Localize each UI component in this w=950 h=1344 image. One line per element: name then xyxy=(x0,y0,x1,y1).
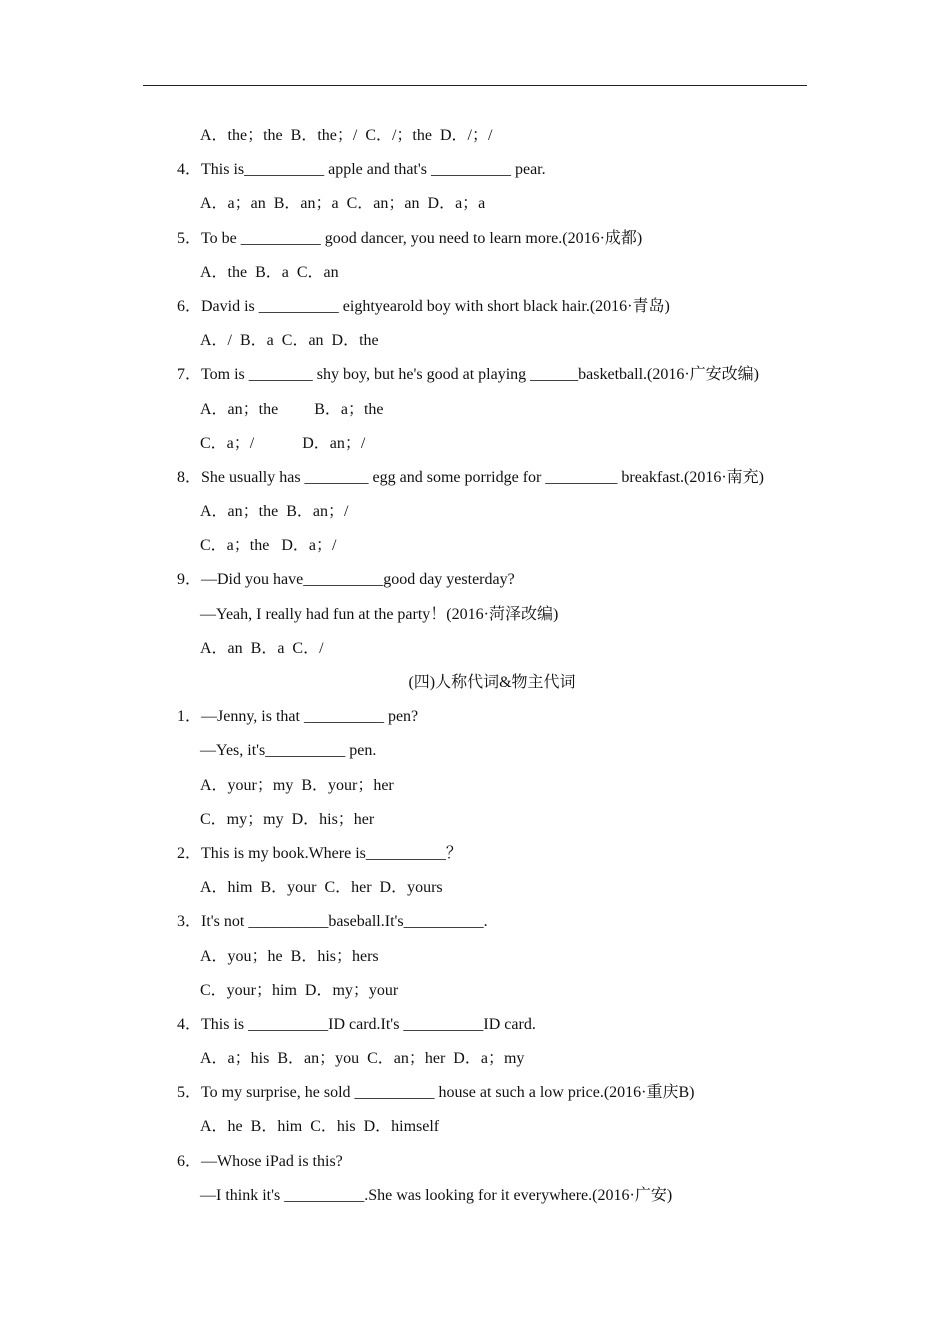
question-text: 9．—Did you have__________good day yesterday? xyxy=(177,571,515,589)
answer-options: A．your；my B．your；her xyxy=(200,776,394,794)
dialogue-line: —I think it's __________.She was looking for it everywhere.(2016·广安) xyxy=(200,1186,673,1204)
answer-options: A．he B．him C．his D．himself xyxy=(200,1118,440,1136)
answer-options: A．you；he B．his；hers xyxy=(200,947,379,965)
answer-options: A．an；the B．an；/ xyxy=(200,503,349,521)
document-body xyxy=(0,119,950,1213)
question-text: 3．It's not __________baseball.It's__________. xyxy=(177,913,488,931)
answer-options: A．a；his B．an；you C．an；her D．a；my xyxy=(200,1050,525,1068)
question-text: 7．Tom is ________ shy boy, but he's good at playing ______basketball.(2016·广安改编) xyxy=(177,366,760,384)
answer-options: C．your；him D．my；your xyxy=(200,981,399,999)
dialogue-line: —Yes, it's__________ pen. xyxy=(200,742,377,760)
answer-options: A．an；the B．a；the xyxy=(200,400,384,418)
answer-options: C．a；the D．a；/ xyxy=(200,537,337,555)
dialogue-line: —Yeah, I really had fun at the party！(2016·菏泽改编) xyxy=(200,605,559,623)
answer-options: A．the B．a C．an xyxy=(200,263,339,281)
answer-options: C．a；/ D．an；/ xyxy=(200,434,366,452)
answer-options: A．the；the B．the；/ C．/；the D．/；/ xyxy=(200,127,493,144)
question-text: 6．David is __________ eightyearold boy with short black hair.(2016·青岛) xyxy=(177,297,670,315)
question-text: 8．She usually has ________ egg and some porridge for _________ breakfast.(2016·南充) xyxy=(177,468,765,486)
answer-options: A．an B．a C．/ xyxy=(200,639,324,657)
question-text: 6．—Whose iPad is this? xyxy=(177,1152,343,1170)
question-text: 5．To my surprise, he sold __________ house at such a low price.(2016·重庆B) xyxy=(177,1084,695,1102)
answer-options: A．/ B．a C．an D．the xyxy=(200,332,379,350)
header-rule xyxy=(143,85,807,86)
answer-options: C．my；my D．his；her xyxy=(200,810,375,828)
question-text: 5．To be __________ good dancer, you need to learn more.(2016·成都) xyxy=(177,229,643,247)
question-text: 1．—Jenny, is that __________ pen? xyxy=(177,708,419,726)
question-text: 4．This is__________ apple and that's __________ pear. xyxy=(177,161,546,179)
answer-options: A．him B．your C．her D．yours xyxy=(200,879,443,897)
question-text: 2．This is my book.Where is__________？ xyxy=(177,844,462,862)
question-text: 4．This is __________ID card.It's __________ID card. xyxy=(177,1015,536,1033)
section-heading: (四)人称代词&物主代词 xyxy=(408,674,576,691)
answer-options: A．a；an B．an；a C．an；an D．a；a xyxy=(200,195,486,213)
